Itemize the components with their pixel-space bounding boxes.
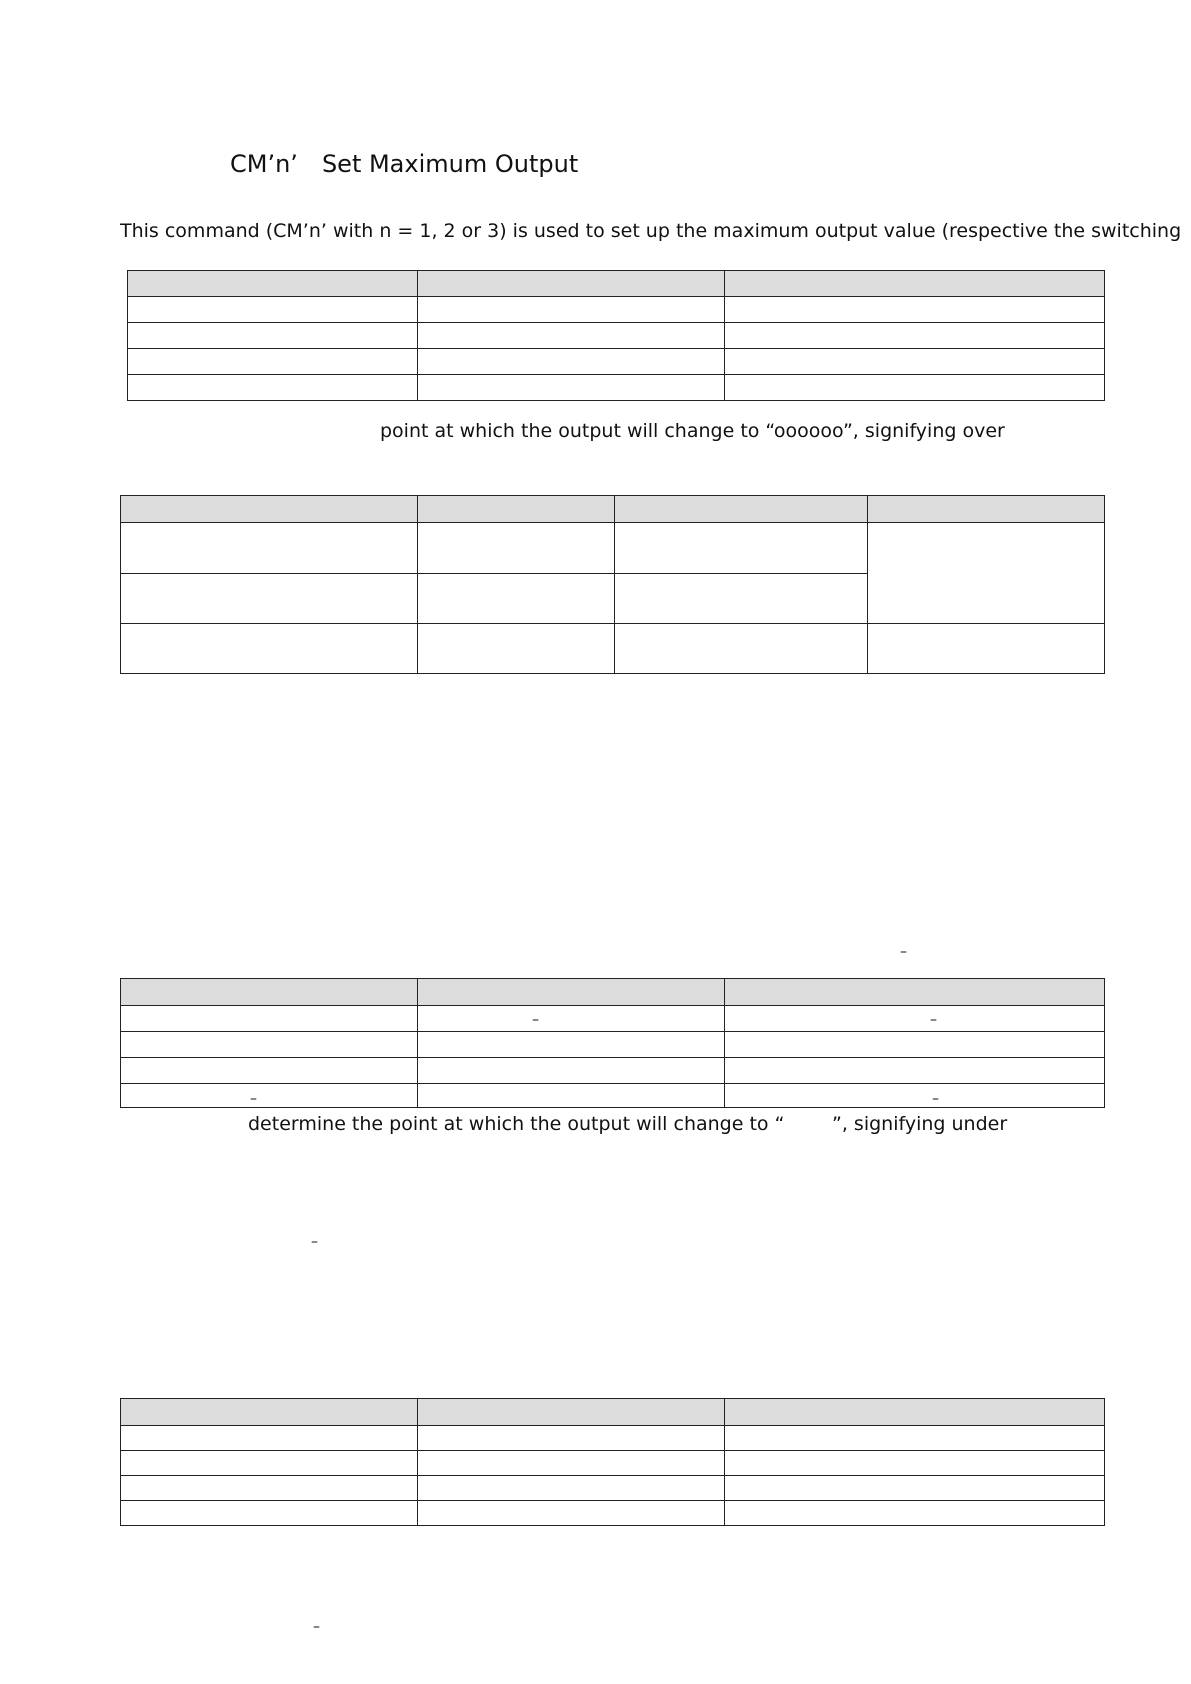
table-row [128,323,1105,349]
table-4 [120,1398,1105,1526]
over-range-paragraph: point at which the output will change to “oooooo”, signifying over [380,420,1005,442]
table-row [121,1451,1105,1476]
table-header-row [121,496,1105,523]
table-row [121,1006,1105,1032]
table-3 [120,978,1105,1108]
dash-mark: – [311,1234,318,1250]
table-row [121,1058,1105,1084]
under-range-paragraph-start: determine the point at which the output will change to “ [248,1113,785,1135]
table-header-row [128,271,1105,297]
table-header-row [121,979,1105,1006]
dash-mark: – [313,1619,320,1635]
dash-mark: – [932,1091,939,1107]
table-row [128,297,1105,323]
section-heading [230,150,578,178]
table-row [128,375,1105,401]
table-2 [120,495,1105,674]
dash-mark: – [250,1091,257,1107]
table-row [121,1032,1105,1058]
intro-paragraph: This command (CM’n’ with n = 1, 2 or 3) is used to set up the maximum output value (respective the switching [120,220,1182,242]
table-1 [127,270,1105,401]
table-row [121,1501,1105,1526]
dash-mark: – [532,1012,539,1028]
under-range-paragraph-end: ”, signifying under [832,1113,1008,1135]
dash-mark: – [900,944,907,960]
section-title: Set Maximum Output [321,150,579,178]
table-row [121,1476,1105,1501]
command-code: CM’n’ [230,150,298,178]
table-row [128,349,1105,375]
dash-mark: – [930,1012,937,1028]
table-header-row [121,1399,1105,1426]
table-row [121,523,1105,574]
table-row [121,1426,1105,1451]
table-row [121,1084,1105,1108]
merged-cell [868,523,1105,624]
table-row [121,624,1105,674]
